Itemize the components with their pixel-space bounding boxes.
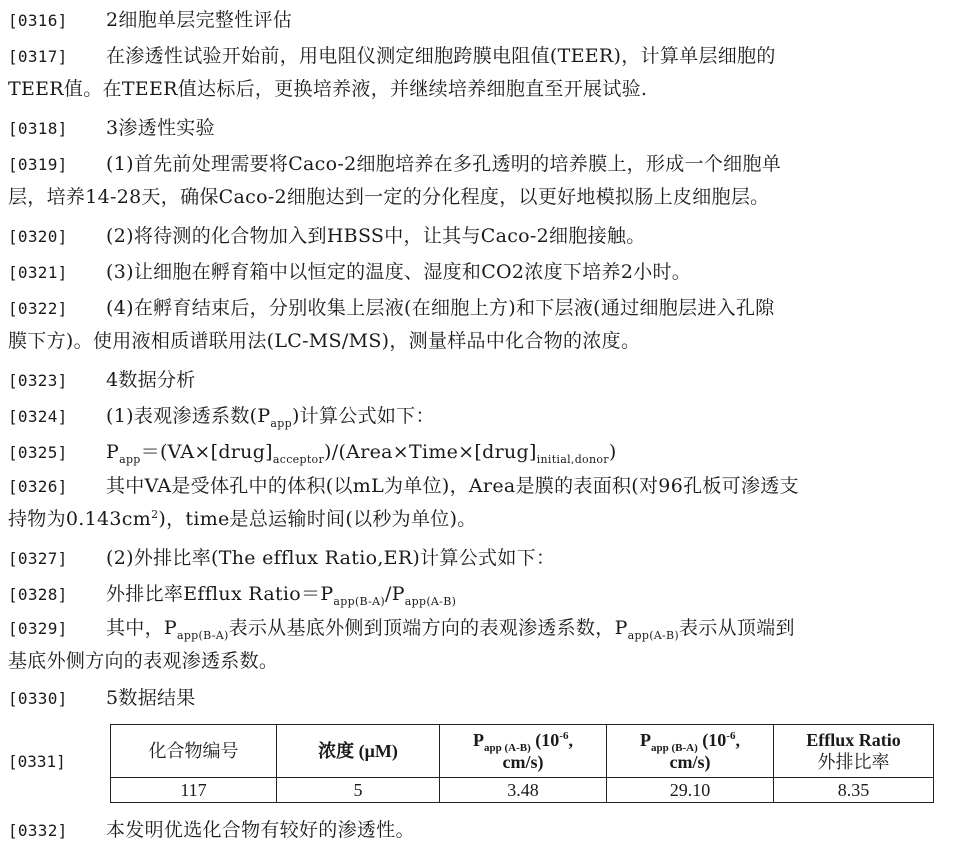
section-heading: 3渗透性实验: [106, 117, 215, 139]
subscript: initial,donor: [536, 453, 609, 466]
paragraph-number: [0328]: [8, 585, 68, 604]
subscript: app (B-A): [651, 742, 698, 754]
paragraph-text-continued: 膜下方)。使用液相质谱联用法(LC-MS/MS)，测量样品中化合物的浓度。: [8, 330, 641, 352]
header-concentration: [277, 725, 440, 778]
paragraph-text: 其中VA是受体孔中的体积(以mL为单位)，Area是膜的表面积(对96孔板可渗透支: [106, 475, 799, 497]
paragraph-0332: [8, 814, 944, 847]
paragraph-0329: [8, 612, 944, 677]
formula: [106, 583, 457, 608]
table-row: [111, 778, 934, 803]
superscript: -6: [559, 730, 569, 742]
paragraph-0324: [8, 400, 944, 433]
paragraph-number: [0330]: [8, 689, 68, 708]
paragraph-text: 其中，P: [106, 617, 177, 639]
header-efflux-ratio: [774, 725, 934, 778]
paragraph-0330: [8, 682, 944, 715]
paragraph-text: 表示从基底外侧到顶端方向的表观渗透系数，P: [228, 617, 628, 639]
table-cell: 5: [277, 778, 440, 803]
subscript: app(A-B): [404, 595, 457, 608]
paragraph-0321: [8, 256, 944, 289]
paragraph-number: [0326]: [8, 477, 68, 496]
paragraph-text-continued: 基底外侧方向的表观渗透系数。: [8, 650, 279, 672]
paragraph-text: (2)将待测的化合物加入到HBSS中，让其与Caco-2细胞接触。: [106, 225, 646, 247]
table-cell: 8.35: [774, 778, 934, 803]
formula: [106, 441, 617, 466]
paragraph-0325: [8, 436, 944, 469]
paragraph-0319: [8, 148, 944, 213]
header-unit: (μM): [358, 741, 398, 761]
header-papp-ba: [607, 725, 774, 778]
formula-symbol: P: [106, 441, 120, 463]
table-cell: 3.48: [440, 778, 607, 803]
header-label: Efflux Ratio: [806, 730, 901, 750]
paragraph-0316: [8, 4, 944, 37]
paragraph-text-continued: [8, 503, 944, 535]
subscript: app (A-B): [484, 742, 531, 754]
formula-part: ): [608, 441, 617, 463]
header-label: ,: [735, 730, 740, 750]
subscript: app(B-A): [176, 629, 229, 642]
header-label: 外排比率: [817, 752, 890, 772]
header-unit: cm/s): [502, 752, 544, 772]
paragraph-text-continued: TEER值。在TEER值达标后，更换培养液，并继续培养细胞直至开展试验.: [8, 78, 648, 100]
subscript: app: [270, 417, 292, 430]
paragraph-number: [0325]: [8, 443, 68, 462]
paragraph-0322: [8, 292, 944, 357]
paragraph-0320: [8, 220, 944, 253]
subscript: app(B-A): [333, 595, 385, 608]
header-papp-ab: [440, 725, 607, 778]
paragraph-number: [0321]: [8, 263, 68, 282]
header-label: 化合物编号: [148, 741, 239, 761]
header-compound-id: [111, 725, 277, 778]
superscript: -6: [726, 730, 736, 742]
paragraph-text-continued: 层，培养14-28天，确保Caco-2细胞达到一定的分化程度，以更好地模拟肠上皮细胞层。: [8, 186, 770, 208]
header-label: (10: [530, 730, 560, 750]
paragraph-0323: [8, 364, 944, 397]
paragraph-text: )计算公式如下：: [291, 405, 435, 427]
paragraph-0327: [8, 542, 944, 575]
header-unit: cm/s): [669, 752, 711, 772]
superscript: 2: [151, 508, 159, 521]
paragraph-number: [0318]: [8, 119, 68, 138]
table-cell: 29.10: [607, 778, 774, 803]
paragraph-text: (4)在孵育结束后，分别收集上层液(在细胞上方)和下层液(通过细胞层进入孔隙: [106, 297, 775, 319]
paragraph-number: [0323]: [8, 371, 68, 390]
paragraph-number: [0329]: [8, 619, 68, 638]
subscript: app: [119, 453, 141, 466]
paragraph-text: (1)首先前处理需要将Caco-2细胞培养在多孔透明的培养膜上，形成一个细胞单: [106, 153, 782, 175]
paragraph-number: [0319]: [8, 155, 68, 174]
paragraph-number: [0320]: [8, 227, 68, 246]
section-heading: 5数据结果: [106, 687, 196, 709]
paragraph-text: )，time是总运输时间(以秒为单位)。: [158, 508, 477, 530]
subscript: app(A-B): [627, 629, 680, 642]
table-cell: 117: [111, 778, 277, 803]
paragraph-number: [0322]: [8, 299, 68, 318]
section-heading: 2细胞单层完整性评估: [106, 9, 293, 31]
formula-part: )/(Area×Time×[drug]: [324, 441, 537, 463]
header-label: ,: [568, 730, 573, 750]
paragraph-text: 在渗透性试验开始前，用电阻仪测定细胞跨膜电阻值(TEER)，计算单层细胞的: [106, 45, 776, 67]
paragraph-0317: [8, 40, 944, 105]
results-table: [110, 724, 934, 803]
paragraph-text: (1)表观渗透系数(P: [106, 405, 271, 427]
formula-part: ＝(VA×[drug]: [140, 441, 273, 463]
paragraph-0318: [8, 112, 944, 145]
paragraph-text: 表示从顶端到: [679, 617, 795, 639]
paragraph-0328: [8, 578, 944, 611]
paragraph-number: [0324]: [8, 407, 68, 426]
header-label: 浓度: [318, 741, 355, 761]
formula-part: /P: [385, 583, 405, 605]
header-label: (10: [697, 730, 727, 750]
header-label: P: [640, 730, 652, 750]
paragraph-number: [0327]: [8, 549, 68, 568]
table-header-row: [111, 725, 934, 778]
paragraph-number: [0317]: [8, 47, 68, 66]
paragraph-number: [0331]: [8, 752, 66, 771]
paragraph-number: [0332]: [8, 821, 68, 840]
header-label: P: [473, 730, 485, 750]
paragraph-number: [0316]: [8, 11, 68, 30]
paragraph-text: 本发明优选化合物有较好的渗透性。: [106, 819, 415, 841]
paragraph-0326: [8, 470, 944, 535]
paragraph-text: 持物为0.143cm: [8, 508, 152, 530]
subscript: acceptor: [272, 453, 325, 466]
paragraph-text: (3)让细胞在孵育箱中以恒定的温度、湿度和CO2浓度下培养2小时。: [106, 261, 692, 283]
formula-part: 外排比率Efflux Ratio＝P: [106, 583, 334, 605]
paragraph-text: (2)外排比率(The efflux Ratio,ER)计算公式如下：: [106, 547, 556, 569]
section-heading: 4数据分析: [106, 369, 196, 391]
